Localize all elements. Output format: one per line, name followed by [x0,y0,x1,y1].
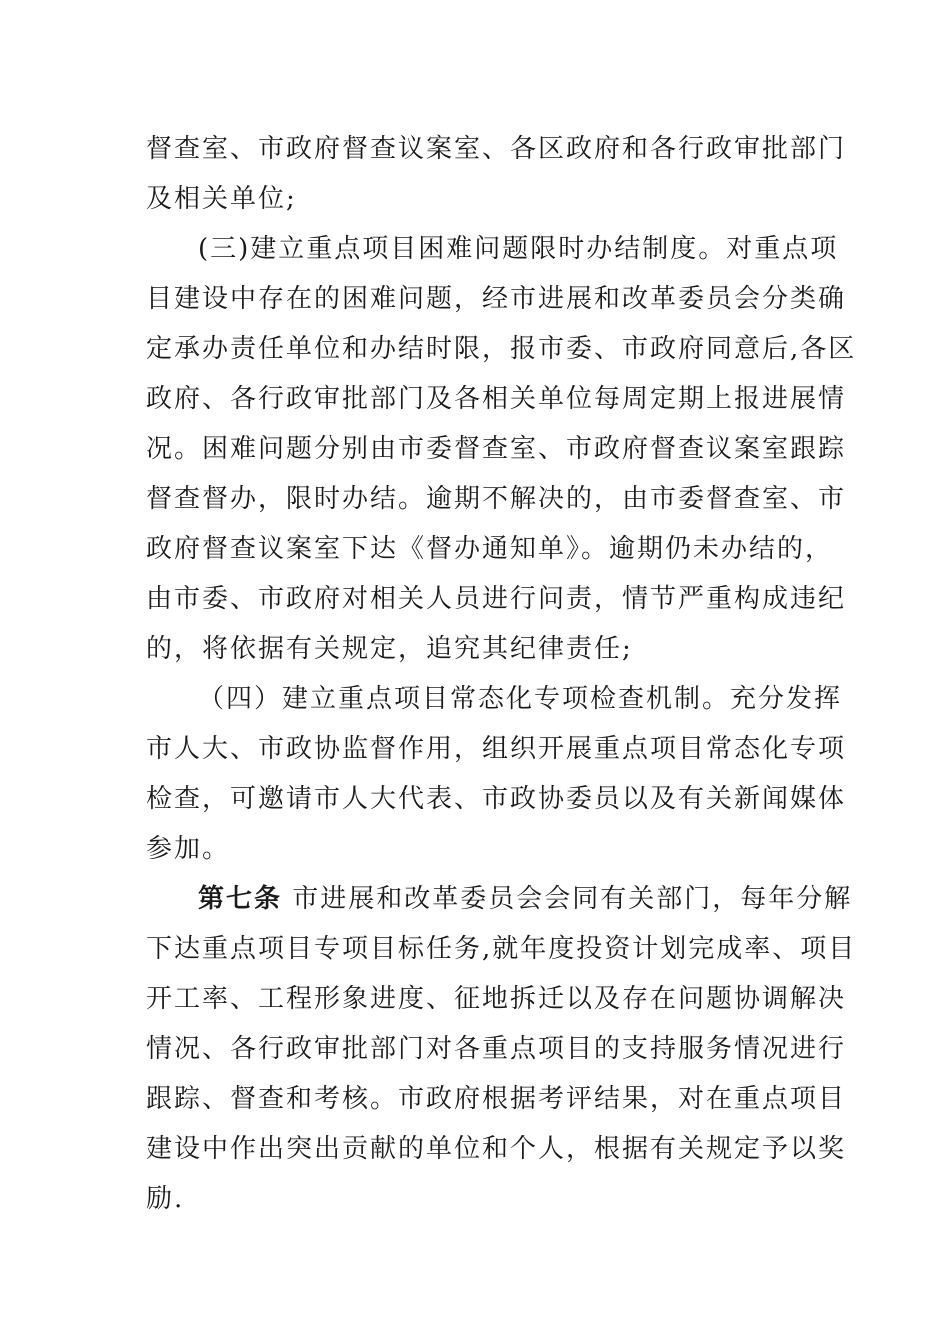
article-text: 市进展和改革委员会会同有关部门，每年分解 [292,884,853,914]
text-line: 及相关单位; [146,184,297,214]
text-line: 况。困难问题分别由市委督查室、市政府督查议案室跟踪 [146,434,847,464]
text-line: 督查室、市政府督查议案室、各区政府和各行政审批部门 [146,134,847,164]
text-line: 下达重点项目专项目标任务,就年度投资计划完成率、项目 [146,934,857,964]
text-line: 政府督查议案室下达《督办通知单》。逾期仍未办结的， [146,534,834,564]
paragraph-item-three-start: (三)建立重点项目困难问题限时办结制度。对重点项 [198,234,839,264]
text-line: 由市委、市政府对相关人员进行问责，情节严重构成违纪 [146,584,847,614]
text-line: 建设中作出突出贡献的单位和个人，根据有关规定予以奖 [146,1134,847,1164]
text-line: 开工率、工程形象进度、征地拆迁以及存在问题协调解决 [146,984,847,1014]
article-label: 第七条 [198,884,283,914]
text-line: 市人大、市政协监督作用，组织开展重点项目常态化专项 [146,734,847,764]
text-line: 跟踪、督查和考核。市政府根据考评结果，对在重点项目 [146,1084,847,1114]
text-line: 情况、各行政审批部门对各重点项目的支持服务情况进行 [146,1034,847,1064]
paragraph-item-four-start: （四）建立重点项目常态化专项检查机制。充分发挥 [198,684,843,714]
text-line: 励. [146,1184,185,1214]
text-line: 定承办责任单位和办结时限，报市委、市政府同意后,各区 [146,334,857,364]
text-line: 参加。 [146,834,231,864]
text-line: 检查，可邀请市人大代表、市政协委员以及有关新闻媒体 [146,784,847,814]
text-line: 政府、各行政审批部门及各相关单位每周定期上报进展情 [146,384,847,414]
text-line: 督查督办，限时办结。逾期不解决的，由市委督查室、市 [146,484,847,514]
text-line: 目建设中存在的困难问题，经市进展和改革委员会分类确 [146,284,847,314]
article-seven-start [198,874,852,924]
text-line: 的，将依据有关规定，追究其纪律责任; [146,634,633,664]
